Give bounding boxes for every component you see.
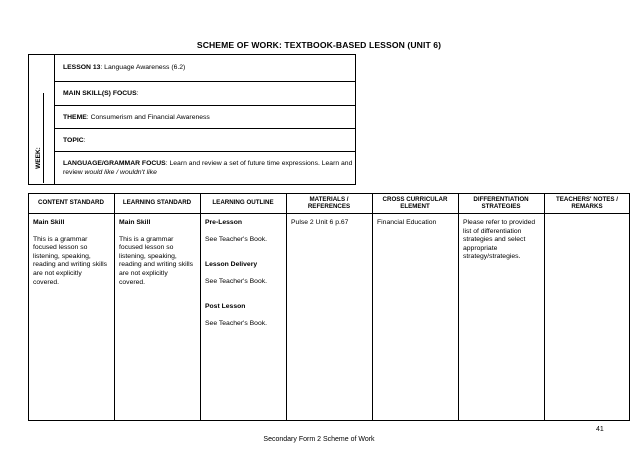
learning-standard-line: focused lesson so xyxy=(119,244,174,252)
differentiation-line: appropriate xyxy=(463,244,498,252)
post-lesson-heading: Post Lesson xyxy=(205,303,246,311)
topic-value: : xyxy=(83,136,86,144)
header-content-standard: CONTENT STANDARD xyxy=(38,199,104,207)
column-divider xyxy=(114,193,115,421)
differentiation-line: Please refer to provided xyxy=(463,219,536,226)
cell-materials: Pulse 2 Unit 6 p.67 xyxy=(291,219,349,226)
lesson-delivery-text: See Teacher's Book. xyxy=(205,277,268,285)
differentiation-line: strategies and select xyxy=(463,236,526,244)
lesson-label: LESSON 13 xyxy=(63,64,101,71)
page-number: 41 xyxy=(596,426,604,433)
header-teachers-notes: TEACHERS' NOTES / REMARKS xyxy=(556,195,618,210)
lesson-row-lesson xyxy=(55,54,356,82)
header-learning-standard: LEARNING STANDARD xyxy=(122,199,192,207)
cell-differentiation xyxy=(463,219,543,262)
theme-label: THEME xyxy=(63,113,87,121)
learning-standard-line: are not explicitly xyxy=(119,269,168,277)
main-skill-value: : xyxy=(136,90,139,97)
content-standard-line: focused lesson so xyxy=(33,244,88,252)
header-differentiation: DIFFERENTIATION STRATEGIES xyxy=(473,195,529,210)
grammar-focus-value-line2: review xyxy=(63,169,85,176)
content-standard-line: This is a grammar xyxy=(33,235,88,243)
header-materials: MATERIALS / REFERENCES xyxy=(307,195,351,210)
grammar-focus-label: LANGUAGE/GRAMMAR FOCUS xyxy=(63,160,166,167)
lesson-row-topic xyxy=(55,129,356,152)
topic-label: TOPIC xyxy=(63,136,84,144)
differentiation-line: strategy/strategies. xyxy=(463,253,521,261)
theme-value: : Consumerism and Financial Awareness xyxy=(86,113,210,121)
document-title: SCHEME OF WORK: TEXTBOOK-BASED LESSON (UNIT 6) xyxy=(196,40,442,50)
content-standard-line: reading and writing skills xyxy=(33,261,108,269)
learning-standard-line: covered. xyxy=(119,278,146,286)
content-standard-line: covered. xyxy=(33,278,60,286)
grammar-focus-value: : Learn and review a set of future time expressions. Learn and xyxy=(165,160,353,167)
cell-content-standard xyxy=(33,219,113,287)
header-learning-outline: LEARNING OUTLINE xyxy=(212,199,274,207)
lesson-row-theme xyxy=(55,106,356,129)
content-standard-heading: Main Skill xyxy=(33,219,65,226)
differentiation-line: list of differentiation xyxy=(463,227,522,235)
lesson-value: : Language Awareness (6.2) xyxy=(100,64,186,71)
page-footer: Secondary Form 2 Scheme of Work xyxy=(263,436,375,443)
learning-standard-line: reading and writing skills xyxy=(119,261,194,269)
lesson-row-grammar-focus xyxy=(55,152,356,185)
table-header-divider xyxy=(28,213,630,214)
learning-standard-heading: Main Skill xyxy=(119,219,151,226)
pre-lesson-heading: Pre-Lesson xyxy=(205,219,243,226)
week-label: WEEK: xyxy=(35,147,42,169)
learning-standard-line: This is a grammar xyxy=(119,235,174,243)
content-standard-line: are not explicitly xyxy=(33,269,82,277)
column-divider xyxy=(544,193,545,421)
cell-cross-curricular: Financial Education xyxy=(377,219,437,226)
lesson-row-main-skill xyxy=(55,82,356,106)
column-divider xyxy=(200,193,201,421)
cell-learning-standard xyxy=(119,219,199,287)
grammar-focus-italic: would like / wouldn't like xyxy=(84,169,157,176)
column-divider xyxy=(372,193,373,421)
post-lesson-text: See Teacher's Book. xyxy=(205,319,268,327)
lesson-delivery-heading: Lesson Delivery xyxy=(205,261,258,269)
column-divider xyxy=(286,193,287,421)
pre-lesson-text: See Teacher's Book. xyxy=(205,235,268,243)
header-cross-curricular: CROSS CURRICULAR ELEMENT xyxy=(382,195,448,210)
learning-standard-line: listening, speaking, xyxy=(119,252,177,260)
content-standard-line: listening, speaking, xyxy=(33,252,91,260)
main-skill-label: MAIN SKILL(S) FOCUS xyxy=(63,90,137,97)
cell-learning-outline xyxy=(205,219,285,329)
column-divider xyxy=(458,193,459,421)
